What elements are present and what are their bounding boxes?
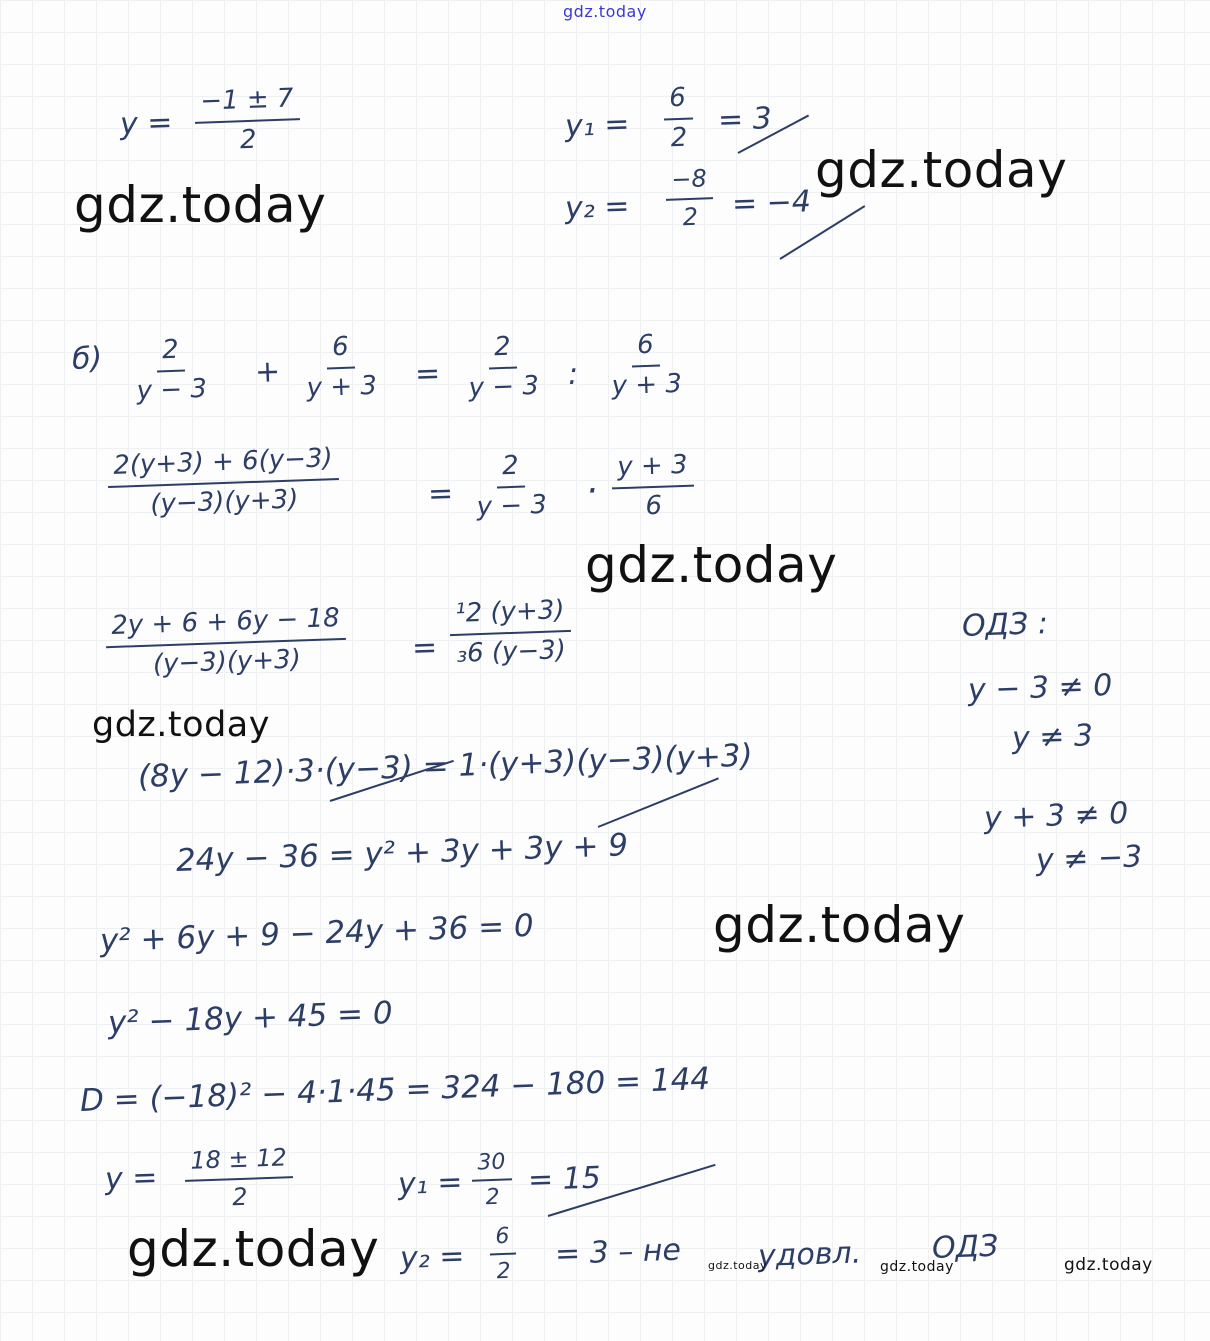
- eq1-frac4-den: y + 3: [611, 368, 683, 402]
- part-a-y1-lhs: y₁ =: [564, 106, 631, 144]
- part-b-y1-result: = 15: [527, 1160, 602, 1198]
- eq3-frac2: [449, 596, 573, 670]
- part-b-y1-den: 2: [485, 1185, 501, 1211]
- eq1-frac3: [461, 332, 546, 405]
- eq1-frac2: [299, 332, 384, 405]
- part-b-y2-odz: ОДЗ: [931, 1228, 999, 1266]
- part-a-y2-den: 2: [682, 202, 699, 231]
- eq2-frac2-den: y − 3: [476, 489, 548, 523]
- part-b-y1-fraction: [471, 1149, 513, 1211]
- part-b-y2-fraction: [489, 1224, 517, 1285]
- eq1-frac1: [129, 335, 214, 408]
- part-a-y2-lhs: y₂ =: [564, 188, 631, 226]
- eq2-frac2-num: 2: [496, 452, 526, 489]
- eq2-frac3-num: y + 3: [611, 451, 694, 490]
- odz-title: ОДЗ :: [961, 606, 1049, 644]
- watermark-9: gdz.today: [1064, 1255, 1153, 1275]
- watermark-2: gdz.today: [815, 141, 1068, 199]
- watermark-5: gdz.today: [713, 896, 966, 954]
- eq1-frac3-num: 2: [488, 333, 518, 370]
- eq1-frac2-num: 6: [326, 333, 356, 370]
- part-b-y2-result: = 3 – не: [554, 1232, 682, 1272]
- eq2-equals: =: [427, 476, 454, 512]
- part-a-y2-fraction: [665, 165, 715, 232]
- eq2-frac1: [107, 444, 341, 522]
- eq3-frac1-den: (y−3)(y+3): [152, 644, 302, 680]
- part-b-y2-num: 6: [489, 1224, 516, 1256]
- part-b-y1-num: 30: [471, 1149, 512, 1182]
- part-b-y-den: 2: [231, 1182, 248, 1211]
- odz-cond1: y − 3 ≠ 0: [967, 667, 1113, 708]
- watermark-6: gdz.today: [127, 1220, 380, 1278]
- part-b-y1-lhs: y₁ =: [397, 1164, 464, 1202]
- part-a-y1-den: 2: [670, 122, 688, 154]
- eq2-frac1-num: 2(y+3) + 6(y−3): [107, 444, 340, 488]
- watermark-8: gdz.today: [880, 1259, 954, 1275]
- part-a-y2-result: = −4: [731, 184, 812, 222]
- eq1-plus: +: [254, 354, 281, 390]
- part-b-y-num: 18 ± 12: [184, 1144, 294, 1181]
- part-a-y-num: −1 ± 7: [194, 84, 300, 124]
- part-b-y2-lhs: y₂ =: [399, 1238, 466, 1276]
- watermark-1: gdz.today: [74, 176, 327, 234]
- part-b-y-lhs: y =: [104, 1160, 158, 1197]
- odz-cond2-result: y ≠ −3: [1035, 839, 1143, 878]
- part-a-y2-num: −8: [665, 165, 714, 200]
- eq-line6: y² + 6y + 9 − 24y + 36 = 0: [99, 907, 535, 959]
- part-b-label: б): [71, 340, 103, 377]
- eq1-frac1-num: 2: [156, 336, 186, 373]
- watermark-4: gdz.today: [92, 705, 270, 745]
- eq1-frac2-den: y + 3: [306, 370, 378, 404]
- eq2-dot: ·: [585, 470, 599, 512]
- watermark-top: gdz.today: [563, 2, 647, 21]
- odz-cond1-result: y ≠ 3: [1011, 718, 1094, 756]
- eq-line7: y² − 18y + 45 = 0: [107, 995, 394, 1041]
- eq-line4: (8y − 12)·3·(y−3) = 1·(y+3)(y−3)(y+3): [137, 737, 754, 795]
- cancel-stroke-2: [598, 777, 719, 828]
- watermark-3: gdz.today: [585, 536, 838, 594]
- part-b-y2-tail: удовл.: [757, 1235, 862, 1274]
- eq2-frac3-den: 6: [644, 490, 663, 522]
- part-a-y-den: 2: [239, 124, 258, 156]
- eq1-frac4: [604, 330, 689, 403]
- eq-line5: 24y − 36 = y² + 3y + 3y + 9: [175, 827, 629, 879]
- part-a-y1-result: = 3: [717, 101, 773, 138]
- part-a-y-lhs: y =: [119, 105, 173, 142]
- watermark-7: gdz.today: [708, 1259, 768, 1272]
- eq-line8: D = (−18)² − 4·1·45 = 324 − 180 = 144: [79, 1061, 711, 1119]
- part-b-y-fraction: [184, 1144, 295, 1213]
- part-a-y1-fraction: [663, 84, 694, 155]
- eq3-frac2-den: ₃6 (y−3): [456, 634, 567, 669]
- eq3-frac1: [105, 604, 348, 682]
- eq2-frac1-den: (y−3)(y+3): [149, 484, 299, 520]
- part-b-y2-den: 2: [496, 1259, 512, 1285]
- eq1-frac3-den: y − 3: [468, 370, 540, 404]
- eq3-equals: =: [411, 630, 438, 666]
- eq1-frac1-den: y − 3: [136, 373, 208, 407]
- eq1-equals: =: [414, 356, 441, 392]
- eq1-frac4-num: 6: [631, 331, 661, 368]
- eq3-frac1-num: 2y + 6 + 6y − 18: [105, 604, 347, 648]
- part-a-y1-num: 6: [663, 84, 693, 121]
- eq2-frac2: [469, 451, 554, 524]
- eq3-frac2-num: ¹2 (y+3): [449, 596, 571, 636]
- part-a-y-fraction: [194, 84, 302, 157]
- eq2-frac3: [611, 451, 696, 524]
- eq1-divide: :: [567, 356, 579, 392]
- odz-cond2: y + 3 ≠ 0: [983, 795, 1129, 836]
